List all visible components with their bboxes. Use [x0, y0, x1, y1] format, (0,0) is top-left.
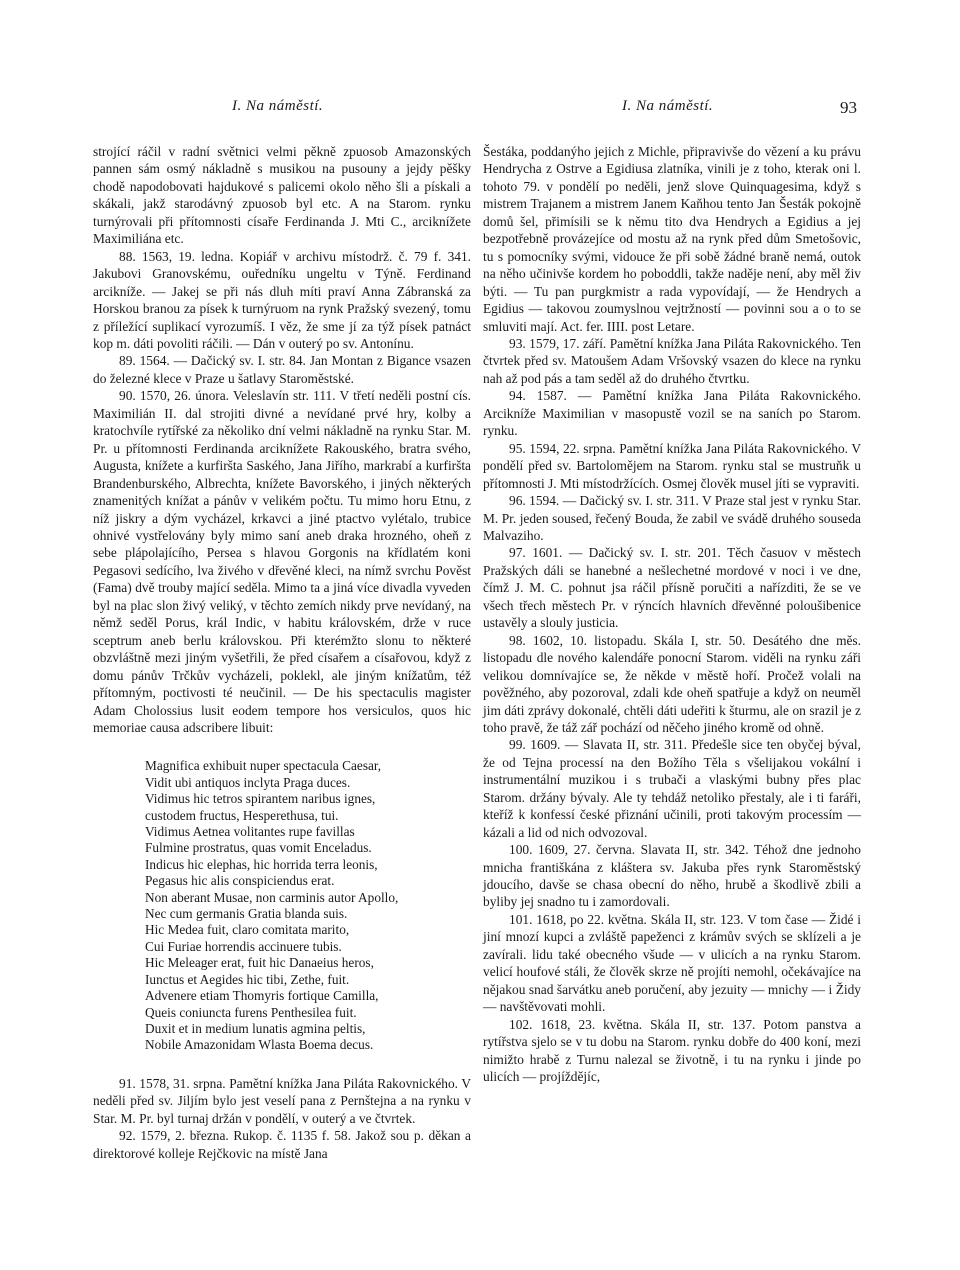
- poem-line: Fulmine prostratus, quas vomit Enceladus.: [145, 840, 372, 856]
- entry-93: 93. 1579, 17. září. Pamětní knížka Jana Piláta Rakovnického. Ten čtvrtek před sv. Matoušem Adam Vršovský vsazen do klece na rynku nah až pod pás a tam seděl až do druhého čtvrtku.: [483, 335, 861, 386]
- poem-line: Hic Medea fuit, claro comitata marito,: [145, 922, 350, 938]
- entry-91: 91. 1578, 31. srpna. Pamětní knížka Jana Piláta Rakovnického. V neděli před sv. Jiljím bylo jest veselí pana z Pernštejna a na rynku v Star. M. Pr. byl turnaj držán v pondělí, v outerý a ve čtvrtek.: [93, 1075, 471, 1126]
- entry-102: 102. 1618, 23. května. Skála II, str. 137. Potom panstva a rytířstva sjelo se v tu dobu na Starom. rynku dobře do 400 koní, mezi nimižto hrabě z Turnu nalezal se životně, i tu na rynku i jinde po ulicích — projíždějíc,: [483, 1016, 861, 1085]
- poem-line: Vidimus Aetnea volitantes rupe favillas: [145, 824, 355, 840]
- left-column: [93, 143, 471, 1162]
- entry-97: 97. 1601. — Dačický sv. I. str. 201. Těch časuov v městech Pražských dáli se hanebné a nešlechetné mordové v noci i ve dne, čímž J. M. C. pohnut jsa ráčil přísně poručiti a nařízditi, že se ve všech třech městech Pr. v rýncích hlavních dřevěnné poloušibenice ustavěly a slouly justicia.: [483, 545, 861, 631]
- entry-99: 99. 1609. — Slavata II, str. 311. Předešle sice ten obyčej býval, že od Tejna processí na den Božího Těla s všelijakou vokální i instrumentální muzikou i s trubači a vlaskými bubny přes plac Starom. držány bývaly. Ale ty tehdáž netoliko přestaly, ale i ti faráři, kteříž k konfessí české přiznání učinili, proti takovým processím — kázali a lid od nich odvozoval.: [483, 737, 861, 840]
- poem-line: Vidit ubi antiquos inclyta Praga duces.: [145, 774, 351, 790]
- poem-line: Nec cum germanis Gratia blanda suis.: [145, 906, 348, 922]
- poem-line: Iunctus et Aegides hic tibi, Zethe, fuit.: [145, 971, 350, 987]
- poem-line: Non aberant Musae, non carminis autor Apollo,: [145, 889, 399, 905]
- entry-100: 100. 1609, 27. června. Slavata II, str. 342. Téhož dne jednoho mnicha františkána z kláštera sv. Jakuba přes rynk Staroměstský jdoucího, davše se chasa obecní do něho, hrubě a škodlivě zbili a byliby jej snadno tu i zamordovali.: [483, 842, 861, 910]
- entry-92: 92. 1579, 2. března. Rukop. č. 1135 f. 58. Jakož sou p. děkan a direktorové kolleje Rejčkovic na místě Jana: [93, 1128, 471, 1161]
- entry-101: 101. 1618, po 22. května. Skála II, str. 123. V tom čase — Židé i jiní mnozí kupci a zvláště papeženci z krámův svých se sklízeli a je zavírali. lidu také obecného všude — v ulicích a na rynku Starom. velicí houfové stáli, že člověk skrze ně projíti nemohl, očekávajíce na nějakou snad šarvátku aneb poručení, aby jezuity — mnichy — i Židy — navštěvovati mohli.: [483, 911, 861, 1015]
- paragraph-continuation: Šestáka, poddanýho jejich z Michle, připravivše do vězení a ku právu Hendrycha z Ostrve a Egidiusa zlatníka, vinili je z toho, kterak oni l. tohoto 79. v pondělí po neděli, jenž slove Quinquagesima, když s mistrem Trajanem a mistrem Janem Kaňhou tento Jan Šesták pokojně domů šel, přimísili se k němu tito dva Hendrych a Egidius a jej bezpotřebně provázejíce od mostu až na rynk před dům Smetošovic, tu s pomocníky svými, vidouce že při sobě žádné braně nemá, outok na něho učinivše kordem ho poboddli, takže naděje není, aby měl živ býti. — Tu pan purgkmistr a rada vypovídají, — že Hendrych a Egidius — takovou zoumyslnou vejtržností — povinni sou a o to se smluviti mají. Act. fer. IIII. post Letare.: [483, 144, 861, 334]
- poem-line: Duxit et in medium lunatis agmina peltis,: [145, 1020, 366, 1036]
- poem-line: Advenere etiam Thomyris fortique Camilla,: [145, 988, 379, 1004]
- poem-line: Hic Meleager erat, fuit hic Danaeius heros,: [145, 955, 374, 971]
- poem-line: Queis coniuncta furens Penthesilea fuit.: [145, 1004, 357, 1020]
- poem-line: Indicus hic elephas, hic horrida terra leonis,: [145, 856, 378, 872]
- page-number: 93: [840, 98, 857, 117]
- entry-95: 95. 1594, 22. srpna. Pamětní knížka Jana Piláta Rakovnického. V pondělí před sv. Bartolomějem na Starom. rynku stal se mustruňk u přítomnosti J. Mti místodržících. Osmej člověk musel jíti se vypraviti.: [483, 440, 861, 491]
- entry-96: 96. 1594. — Dačický sv. I. str. 311. V Praze stal jest v rynku Star. M. Pr. jeden soused, řečený Bouda, že zabil ve svádě druhého souseda Malvaziho.: [483, 493, 861, 543]
- poem-line: Nobile Amazonidam Wlasta Boema decus.: [145, 1037, 374, 1053]
- poem-line: Vidimus hic tetros spirantem naribus ignes,: [145, 791, 376, 807]
- entry-90: 90. 1570, 26. února. Veleslavín str. 111. V třetí neděli postní cís. Maximilián II. dal strojiti divné a nevídané prvé hry, kolby a kratochvíle rytířské za několiko dní velmi nákladně na rynku Star. M. Pr. u přítomnosti Ferdinanda arciknížete Rakouského, bratra svého, Augusta, knížete a kurfiršta Saského, Jana Jiřího, markrabí a kurfiršta Brandenburského, Albrechta, knížete Bavorského, i jiných některých znamenitých knížat a pánův v velikém počtu. Tu mimo horu Etnu, z níž jiskry a dým vycházel, krkavci a jiné ptactvo vylétalo, trubice ohnivé vystřelovány byly mimo saní aneb draka hrozného, oheň z sebe plápolajícího, Persea s hlavou Gorgonis na křídlatém koni Pegasovi sedícího, lva živého v dřevěné kleci, na nímž svrchu Pověst (Fama) dvě trouby mající seděla. Mimo ta a jiná více divadla vyveden byl na plac slon živý veliký, v těchto zemích nikdy prve nevídaný, na němž seděl Porus, král Indic, v habitu královském, drže v ruce sceptrum aneb berlu královskou. Při kterémžto slonu to některé obzvláštně mezi jiným vyšetřili, že před císařem a císařovou, když z domu pánův Trčkův vycházeli, poklekl, ale jiným knížatům, též přítomným, poctivosti té neučinil. — De his spectaculis magister Adam Cholossius lusit eodem tempore hos versiculos, quos hic memoriae causa adscribere libuit:: [93, 388, 471, 735]
- poem-line: Magnifica exhibuit nuper spectacula Caesar,: [145, 758, 382, 774]
- entry-89: 89. 1564. — Dačický sv. I. str. 84. Jan Montan z Bigance vsazen do železné klece v Praze u šatlavy Staroměstské.: [93, 353, 471, 386]
- poem-line: Cui Furiae horrendis accinuere tubis.: [145, 938, 342, 954]
- entry-98: 98. 1602, 10. listopadu. Skála I, str. 50. Desátého dne měs. listopadu dle nového kalendáře ponocní Starom. viděli na rynku záři velikou domnívajíce se, že někde v městě hoří. Pročež volali na pověžného, aby pozoroval, zdali kde oheň spatřuje a když on neuměl jim dáti zprávy dokonalé, chtěli dáti udeřiti k šturmu, ale on srazil je z toho pravě, že táž zář pochází od něčeho jiného kromě od ohně.: [483, 632, 861, 735]
- poem-line: custodem fructus, Hesperethusa, tui.: [145, 807, 339, 823]
- right-column: [483, 143, 861, 1085]
- entry-88: 88. 1563, 19. ledna. Kopiář v archivu místodrž. č. 79 f. 341. Jakubovi Granovskému, ouředníku ungeltu v Týně. Ferdinand arcikníže. — Jakej se při nás dluh míti praví Anna Zábranská za Horskou branou za písek k turnýruom na rynk Pražský svezený, tomu z příležící suplikací vyrozumíš. I věz, že sme jí za týž písek patnáct kop m. dáti povoliti ráčili. — Dán v outerý po sv. Antonínu.: [93, 248, 471, 351]
- running-header-left: I. Na náměstí.: [232, 98, 324, 114]
- paragraph-continuation: strojící ráčil v radní světnici velmi pěkně zpuosob Amazonských pannen sám osmý nákladně s musikou na pusouny a jejdy pěšky chodě napodobovati hajdukové s palicemi okolo něho šli a pískali a skákali, jakž starodávný zpuosob byl etc. A na Starom. rynku turnýrovali při přítomnosti císaře Ferdinanda J. Mti C., arciknížete Maximiliána etc.: [93, 144, 471, 247]
- entry-94: 94. 1587. — Pamětní knížka Jana Piláta Rakovnického. Arcikníže Maximilian v masopustě vozil se na saních po Starom. rynku.: [483, 388, 861, 439]
- running-header-right: I. Na náměstí.: [622, 98, 714, 114]
- poem-line: Pegasus hic alis conspiciendus erat.: [145, 873, 335, 889]
- latin-poem: [145, 758, 471, 1053]
